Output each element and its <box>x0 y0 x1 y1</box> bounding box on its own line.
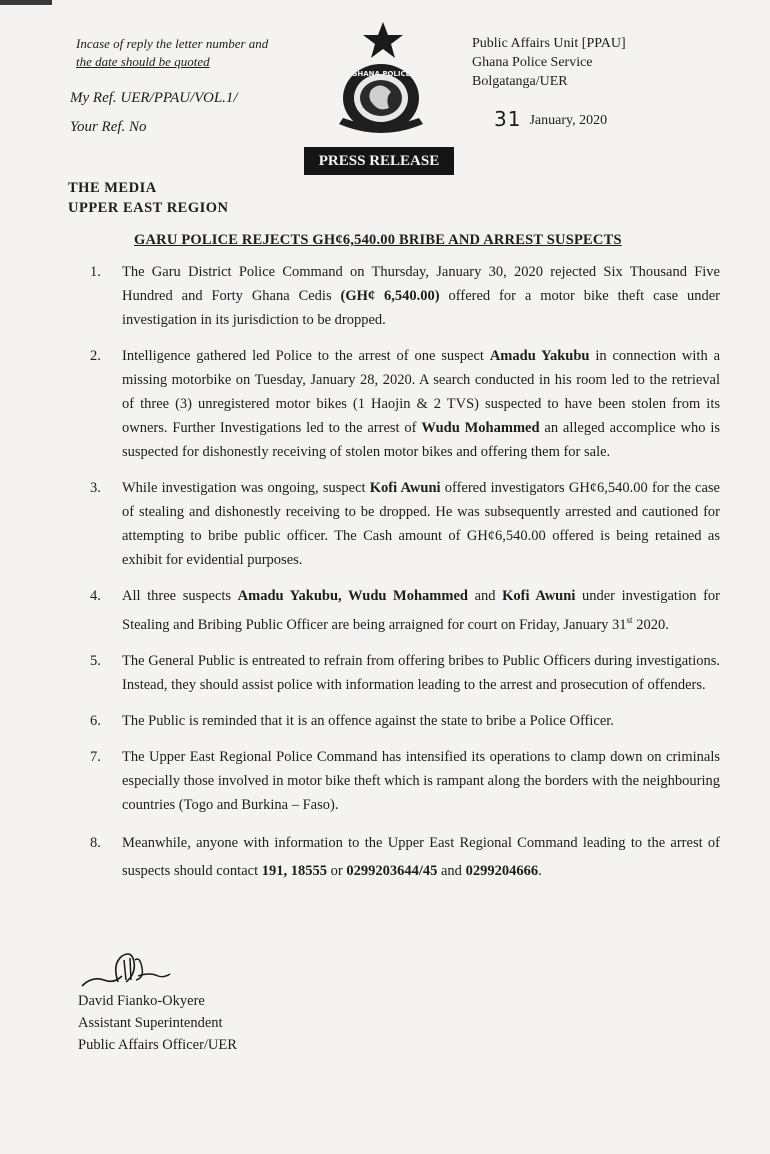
my-reference: My Ref. UER/PPAU/VOL.1/ <box>70 90 238 106</box>
signatory-title: Public Affairs Officer/UER <box>78 1037 237 1053</box>
paragraph-number: 8. <box>90 834 101 851</box>
paragraph-text: . <box>538 862 542 879</box>
contact-number: 0299203644/45 <box>346 862 438 879</box>
press-release-banner: PRESS RELEASE <box>304 147 454 175</box>
addressee-block <box>68 178 229 218</box>
suspect-name: Kofi Awuni <box>369 480 441 496</box>
your-reference: Your Ref. No <box>70 119 147 135</box>
paragraph-7 <box>80 745 720 817</box>
paragraph-4 <box>80 584 720 637</box>
paragraph-text: All three suspects <box>122 588 238 604</box>
star-icon <box>358 20 408 60</box>
paragraph-6 <box>80 709 720 733</box>
reply-instruction-note <box>76 35 296 71</box>
paragraph-number: 6. <box>90 712 101 729</box>
suspect-name: Amadu Yakubu <box>489 348 590 364</box>
scan-edge-mark <box>0 0 52 5</box>
crest-text: GHANA POLICE <box>351 70 411 78</box>
paragraph-text: an alleged accomplice who is suspected for dishonestly receiving of stolen motor bikes and offering them for sale. <box>122 420 721 460</box>
paragraph-text: The Garu District Police Command on Thursday, January 30, 2020 rejected Six Thousand Five Hundred and Forty Ghana Cedis <box>122 264 720 304</box>
release-headline: GARU POLICE REJECTS GH¢6,540.00 BRIBE AND ARREST SUSPECTS <box>134 232 622 248</box>
date-month-year: January, 2020 <box>529 113 608 128</box>
service-name: Ghana Police Service <box>472 55 593 70</box>
paragraph-number: 7. <box>90 748 101 765</box>
reply-note-line-2: the date should be quoted <box>76 54 210 69</box>
suspect-name: Kofi Awuni <box>502 588 576 604</box>
paragraph-number: 4. <box>90 588 101 604</box>
reply-note-line-1: Incase of reply the letter number and <box>76 36 269 51</box>
paragraph-8 <box>80 829 720 885</box>
release-date <box>494 107 607 131</box>
unit-name: Public Affairs Unit [PPAU] <box>472 36 626 51</box>
office-location: Bolgatanga/UER <box>472 74 568 89</box>
paragraph-number: 3. <box>90 480 101 496</box>
paragraph-text: The General Public is entreated to refrain from offering bribes to Public Officers during investigations. Instead, they should assist police with information leading to the arrest and prosecution of offenders. <box>122 652 720 693</box>
police-crest-logo <box>333 58 429 142</box>
paragraph-text: The Public is reminded that it is an offence against the state to bribe a Police Officer. <box>122 712 614 729</box>
issuing-office <box>472 34 626 91</box>
paragraph-number: 1. <box>90 264 101 280</box>
signatory-name: David Fianko-Okyere <box>78 993 205 1009</box>
paragraph-text: Meanwhile, anyone with information to the Upper East Regional Command leading to the arrest of suspects should contact <box>122 834 720 879</box>
paragraph-text: and <box>437 862 466 879</box>
paragraph-5 <box>80 649 720 697</box>
paragraph-1 <box>80 260 720 332</box>
paragraph-text: 2020. <box>632 616 669 633</box>
addressee-line-1: THE MEDIA <box>68 180 157 196</box>
paragraph-3 <box>80 476 720 572</box>
suspect-name: Wudu Mohammed <box>421 420 540 436</box>
handwritten-signature <box>78 946 178 994</box>
signatory-rank: Assistant Superintendent <box>78 1015 223 1031</box>
emergency-numbers: 191, 18555 <box>261 862 327 879</box>
paragraph-text: Intelligence gathered led Police to the arrest of one suspect <box>122 348 490 364</box>
paragraph-text: under investigation for Stealing and Bribing Public Officer are being arraigned for court on Friday, January 31 <box>122 588 720 633</box>
handwritten-day: 31 <box>494 107 522 131</box>
paragraph-text: offered investigators GH¢6,540.00 for the case of stealing and dishonestly receiving to be dropped. He was subsequently arrested and cautioned for attempting to bribe public officer. The Cash amount of GH¢6,540.00 offered is being retained as exhibit for evidential purposes. <box>122 480 720 568</box>
paragraph-text: The Upper East Regional Police Command has intensified its operations to clamp down on criminals especially those involved in motor bike theft which is rampant along the borders with the neighbouring countries (Togo and Burkina – Faso). <box>122 748 720 813</box>
paragraph-text: While investigation was ongoing, suspect <box>122 480 370 496</box>
paragraph-text: in connection with a missing motorbike on Tuesday, January 28, 2020. A search conducted in his room led to the retrieval of three (3) unregistered motor bikes (1 Haojin & 2 TVS) suspected to have been stolen from its owners. Further Investigations led to the arrest of <box>122 348 721 436</box>
addressee-line-2: UPPER EAST REGION <box>68 200 229 216</box>
release-paragraphs <box>80 260 720 885</box>
paragraph-text: offered for a motor bike theft case under investigation in its jurisdiction to be dropped. <box>122 288 720 328</box>
paragraph-2 <box>80 344 720 464</box>
contact-number: 0299204666 <box>465 862 539 879</box>
ordinal-suffix: st <box>626 615 633 625</box>
paragraph-number: 2. <box>90 348 101 364</box>
suspect-names: Amadu Yakubu, Wudu Mohammed <box>237 588 468 604</box>
signatory-block <box>78 990 237 1056</box>
paragraph-text: and <box>467 588 503 604</box>
paragraph-number: 5. <box>90 652 101 669</box>
paragraph-text: or <box>327 862 347 879</box>
bribe-amount: (GH¢ 6,540.00) <box>340 288 440 304</box>
